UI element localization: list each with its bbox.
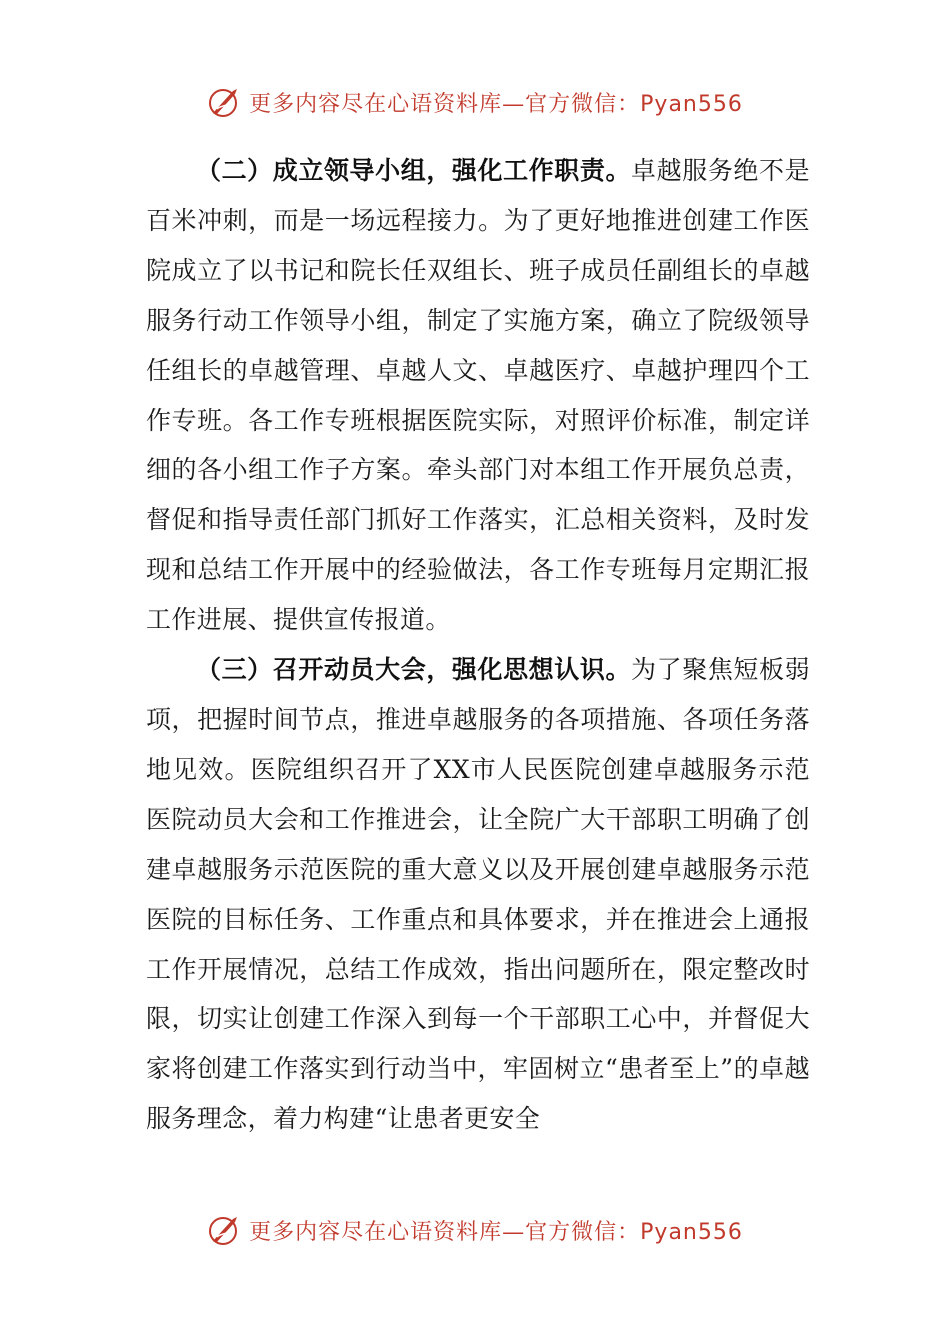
quill-pen-logo-icon — [207, 1213, 241, 1247]
header-banner — [0, 82, 950, 122]
footer-wechat-id: Pyan556 — [640, 1219, 743, 1245]
quill-pen-logo-icon — [207, 85, 241, 119]
header-banner-text: 更多内容尽在心语资料库—官方微信：Pyan556 — [249, 91, 743, 117]
footer-banner-text: 更多内容尽在心语资料库—官方微信：Pyan556 — [249, 1219, 743, 1245]
paragraph-2 — [146, 146, 810, 645]
paragraph-heading: （二）成立领导小组，强化工作职责。 — [196, 156, 632, 185]
paragraph-heading: （三）召开动员大会，强化思想认识。 — [196, 655, 632, 685]
paragraph-3 — [146, 645, 810, 1144]
header-wechat-id: Pyan556 — [640, 91, 743, 117]
paragraph-text: 卓越服务绝不是百米冲刺，而是一场远程接力。为了更好地推进创建工作医院成立了以书记和院长任双组长、班子成员任副组长的卓越服务行动工作领导小组，制定了实施方案，确立了院级领导任组长的卓越管理、卓越人文、卓越医疗、卓越护理四个工作专班。各工作专班根据医院实际，对照评价标准，制定详细的各小组工作子方案。牵头部门对本组工作开展负总责，督促和指导责任部门抓好工作落实，汇总相关资料，及时发现和总结工作开展中的经验做法，各工作专班每月定期汇报工作进展、提供宣传报道。 — [146, 156, 810, 635]
paragraph-text: 为了聚焦短板弱项，把握时间节点，推进卓越服务的各项措施、各项任务落地见效。医院组织召开了XX市人民医院创建卓越服务示范医院动员大会和工作推进会，让全院广大干部职工明确了创建卓越服务示范医院的重大意义以及开展创建卓越服务示范医院的目标任务、工作重点和具体要求，并在推进会上通报工作开展情况，总结工作成效，指出问题所在，限定整改时限，切实让创建工作深入到每一个干部职工心中，并督促大家将创建工作落实到行动当中，牢固树立“患者至上”的卓越服务理念，着力构建“让患者更安全 — [146, 655, 810, 1134]
footer-banner — [0, 1210, 950, 1250]
document-body — [146, 146, 810, 1144]
